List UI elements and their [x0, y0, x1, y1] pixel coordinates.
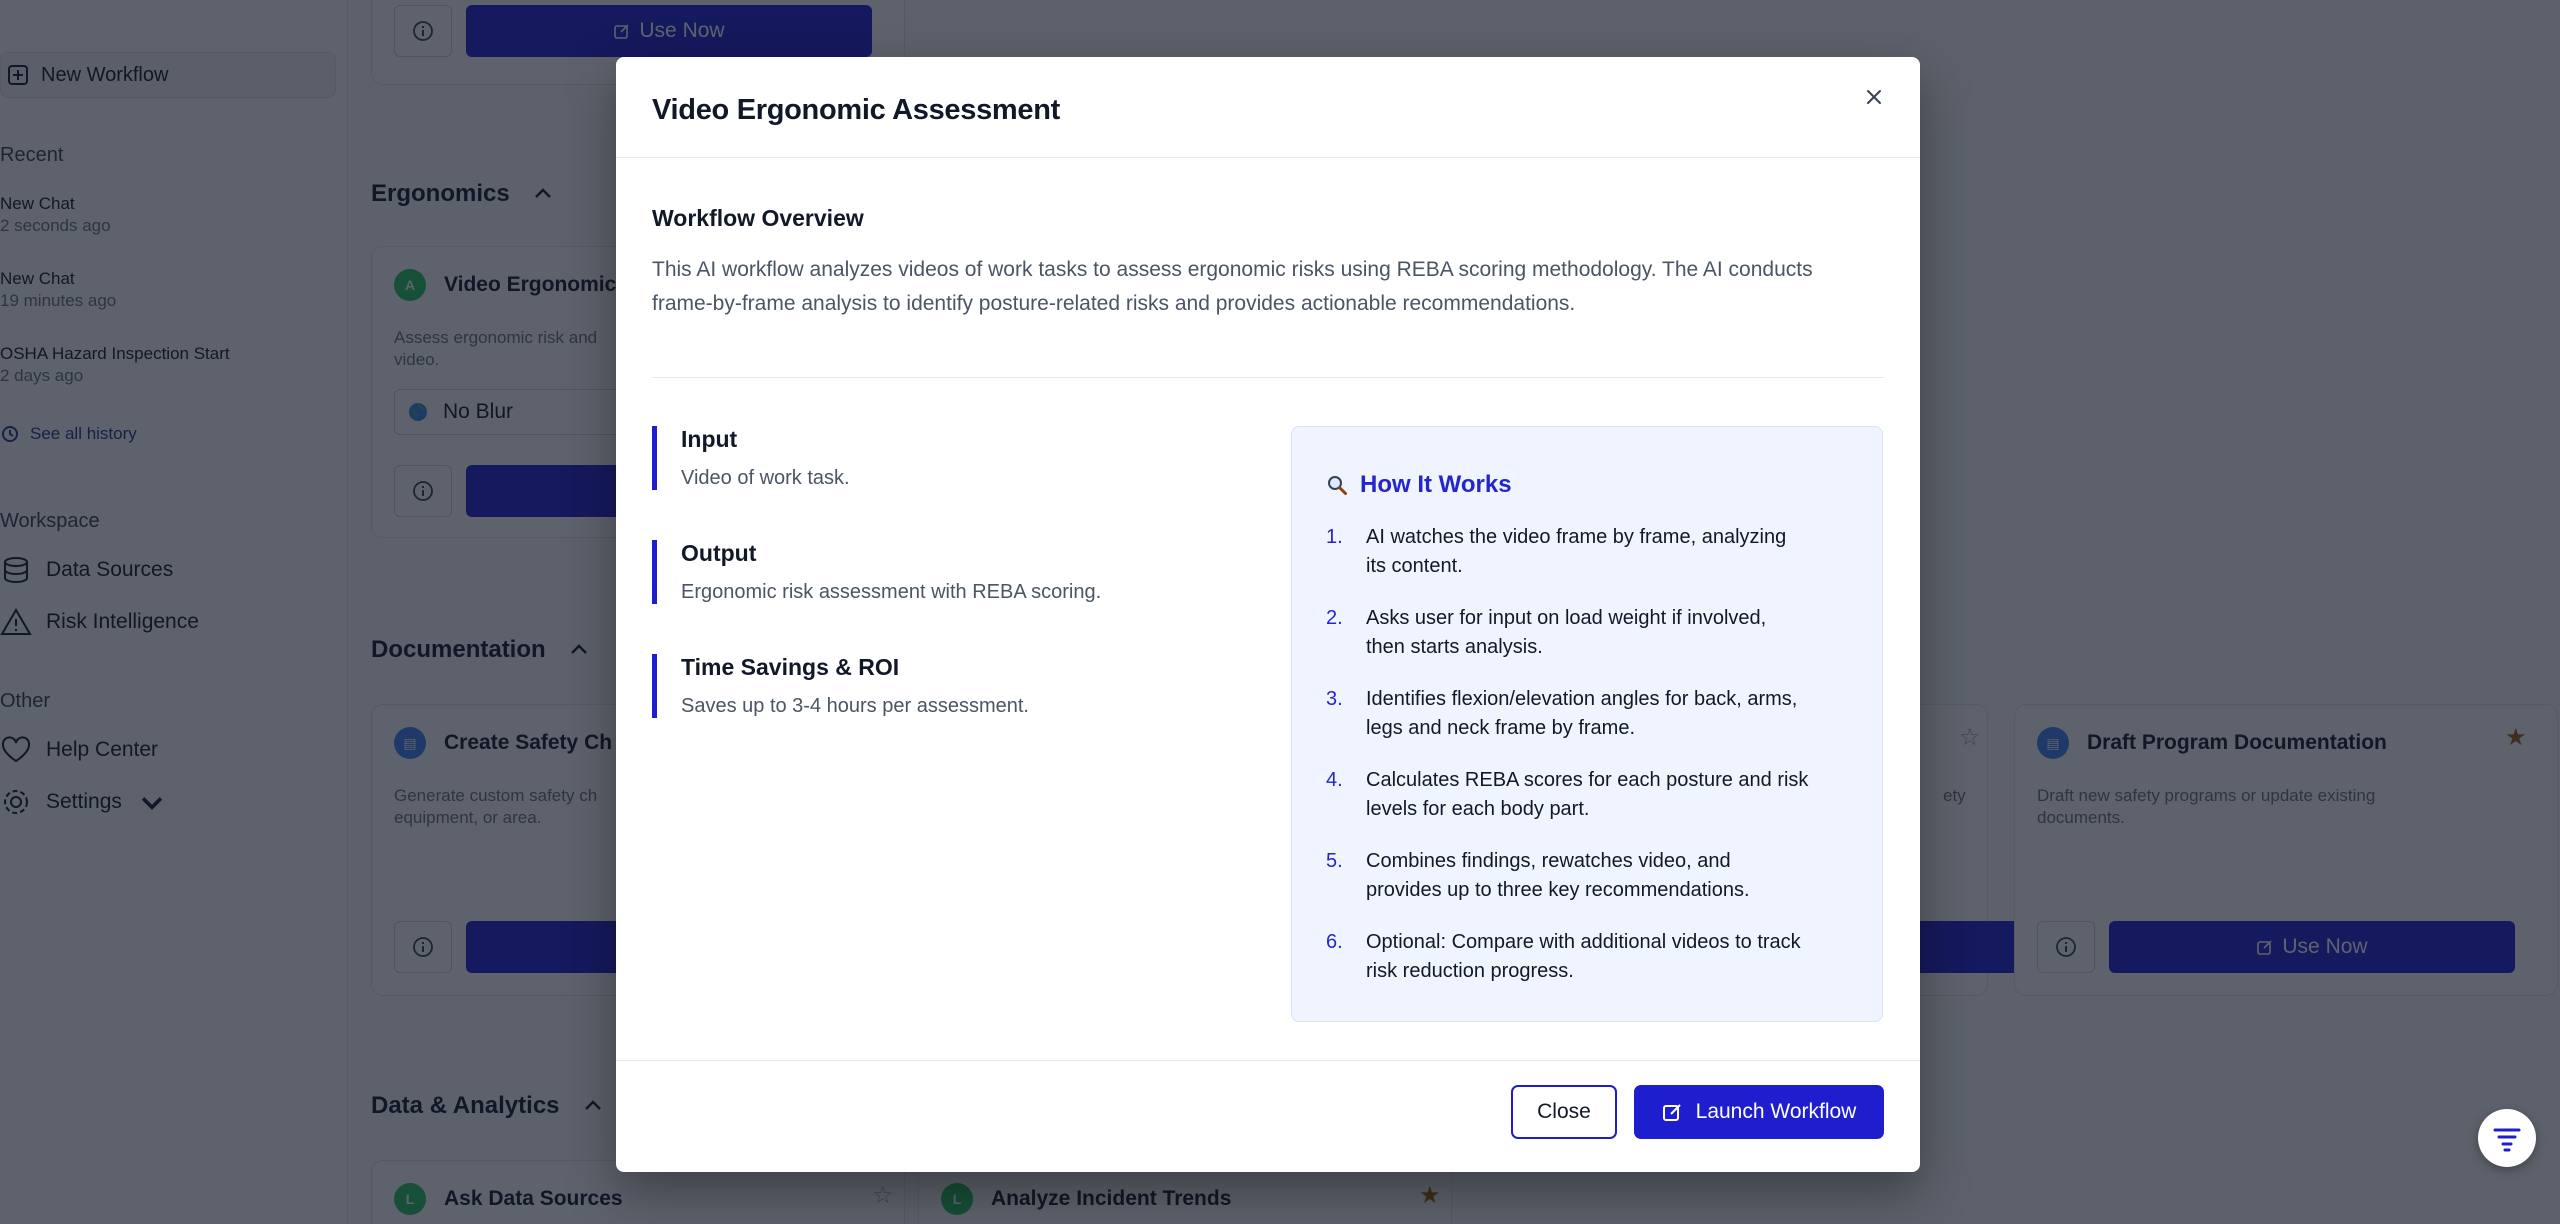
step-text: Asks user for input on load weight if involved,	[1366, 607, 1767, 629]
input-title: Input	[681, 426, 738, 452]
how-it-works-header	[1326, 471, 1512, 499]
step-item	[1326, 847, 1846, 905]
step-text: levels for each body part.	[1366, 798, 1590, 820]
step-text: AI watches the video frame by frame, analyzing	[1366, 526, 1787, 548]
step-number: 5.	[1326, 850, 1343, 872]
step-text: then starts analysis.	[1366, 636, 1543, 658]
how-it-works-title: How It Works	[1360, 471, 1512, 498]
input-text: Video of work task.	[681, 467, 850, 489]
output-block	[652, 540, 1272, 604]
edit-icon	[1662, 1101, 1684, 1123]
output-text: Ergonomic risk assessment with REBA scoring.	[681, 581, 1102, 603]
divider	[652, 377, 1884, 378]
step-text: Calculates REBA scores for each posture and risk	[1366, 769, 1809, 791]
how-it-works-panel	[1291, 426, 1883, 1022]
step-number: 4.	[1326, 769, 1343, 791]
overview-line: frame-by-frame analysis to identify posture-related risks and provides actionable recommendations.	[652, 292, 1576, 315]
step-text: risk reduction progress.	[1366, 960, 1574, 982]
step-text: its content.	[1366, 555, 1463, 577]
step-text: Combines findings, rewatches video, and	[1366, 850, 1731, 872]
step-item	[1326, 523, 1846, 581]
step-text: provides up to three key recommendations.	[1366, 879, 1750, 901]
overview-text	[652, 253, 1892, 321]
modal-header	[616, 57, 1920, 158]
launch-workflow-button[interactable]	[1634, 1085, 1884, 1139]
close-button[interactable]: Close	[1511, 1085, 1617, 1139]
step-item	[1326, 928, 1846, 986]
step-number: 1.	[1326, 526, 1343, 548]
step-text: Optional: Compare with additional videos to track	[1366, 931, 1801, 953]
close-icon[interactable]	[1856, 79, 1892, 115]
overview-title: Workflow Overview	[652, 205, 864, 231]
step-item	[1326, 766, 1846, 824]
step-text: Identifies flexion/elevation angles for back, arms,	[1366, 688, 1798, 710]
time-savings-text: Saves up to 3-4 hours per assessment.	[681, 695, 1029, 717]
step-item	[1326, 685, 1846, 743]
time-savings-block	[652, 654, 1272, 718]
step-number: 6.	[1326, 931, 1343, 953]
filter-lines-icon	[2491, 1122, 2523, 1154]
step-number: 3.	[1326, 688, 1343, 710]
magnifier-icon	[1326, 474, 1348, 496]
launch-workflow-label: Launch Workflow	[1695, 1100, 1857, 1123]
step-item	[1326, 604, 1846, 662]
workflow-details-modal	[616, 57, 1920, 1172]
output-title: Output	[681, 540, 757, 566]
steps-list	[1326, 523, 1846, 1009]
step-number: 2.	[1326, 607, 1343, 629]
time-savings-title: Time Savings & ROI	[681, 654, 900, 680]
step-text: legs and neck frame by frame.	[1366, 717, 1636, 739]
filter-fab-button[interactable]	[2478, 1109, 2536, 1167]
modal-footer	[616, 1060, 1920, 1172]
modal-title: Video Ergonomic Assessment	[652, 94, 1060, 126]
input-block	[652, 426, 1272, 490]
overview-line: This AI workflow analyzes videos of work tasks to assess ergonomic risks using REBA scoring methodology. The AI conducts	[652, 258, 1813, 281]
